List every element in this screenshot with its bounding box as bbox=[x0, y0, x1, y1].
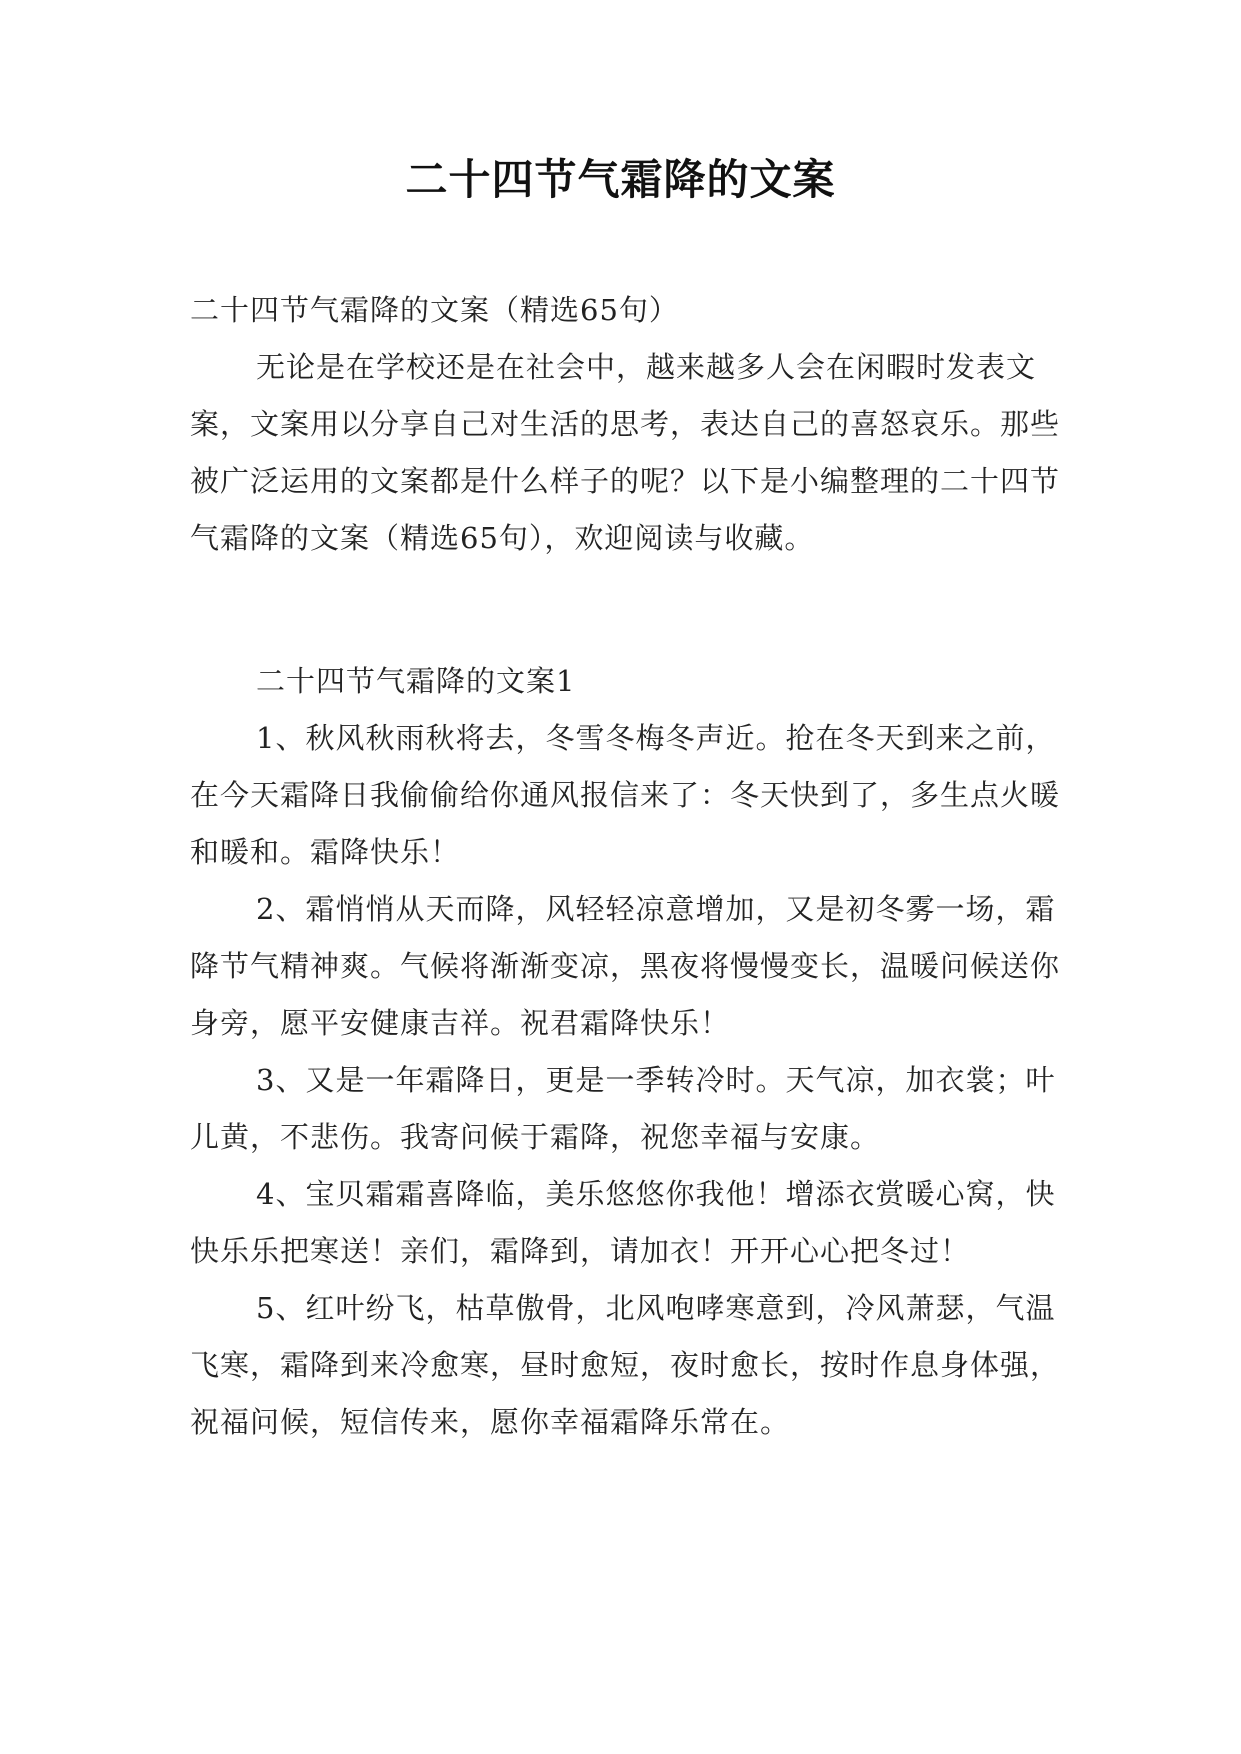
list-item: 1、秋风秋雨秋将去，冬雪冬梅冬声近。抢在冬天到来之前，在今天霜降日我偷偷给你通风报信来了：冬天快到了，多生点火暖和暖和。霜降快乐！ bbox=[190, 721, 1061, 869]
document-body bbox=[190, 282, 1060, 1451]
list-item: 5、红叶纷飞，枯草傲骨，北风咆哮寒意到，冷风萧瑟，气温飞寒，霜降到来冷愈寒，昼时愈短，夜时愈长，按时作息身体强，祝福问候，短信传来，愿你幸福霜降乐常在。 bbox=[190, 1291, 1061, 1439]
list-item: 3、又是一年霜降日，更是一季转冷时。天气凉，加衣裳；叶儿黄，不悲伤。我寄问候于霜降，祝您幸福与安康。 bbox=[190, 1063, 1056, 1154]
section-spacer bbox=[190, 567, 1060, 653]
list-item: 4、宝贝霜霜喜降临，美乐悠悠你我他！增添衣赏暖心窝，快快乐乐把寒送！亲们，霜降到，请加衣！开开心心把冬过！ bbox=[190, 1177, 1056, 1268]
list-item: 2、霜悄悄从天而降，风轻轻凉意增加，又是初冬雾一场，霜降节气精神爽。气候将渐渐变凉，黑夜将慢慢变长，温暖问候送你身旁，愿平安健康吉祥。祝君霜降快乐！ bbox=[190, 892, 1061, 1040]
document-title: 二十四节气霜降的文案 bbox=[405, 155, 836, 204]
section-heading: 二十四节气霜降的文案1 bbox=[256, 664, 576, 698]
document-subtitle: 二十四节气霜降的文案（精选65句） bbox=[190, 293, 679, 327]
intro-paragraph: 无论是在学校还是在社会中，越来越多人会在闲暇时发表文案，文案用以分享自己对生活的思考，表达自己的喜怒哀乐。那些被广泛运用的文案都是什么样子的呢？以下是小编整理的二十四节气霜降的文案（精选65句），欢迎阅读与收藏。 bbox=[190, 350, 1061, 555]
